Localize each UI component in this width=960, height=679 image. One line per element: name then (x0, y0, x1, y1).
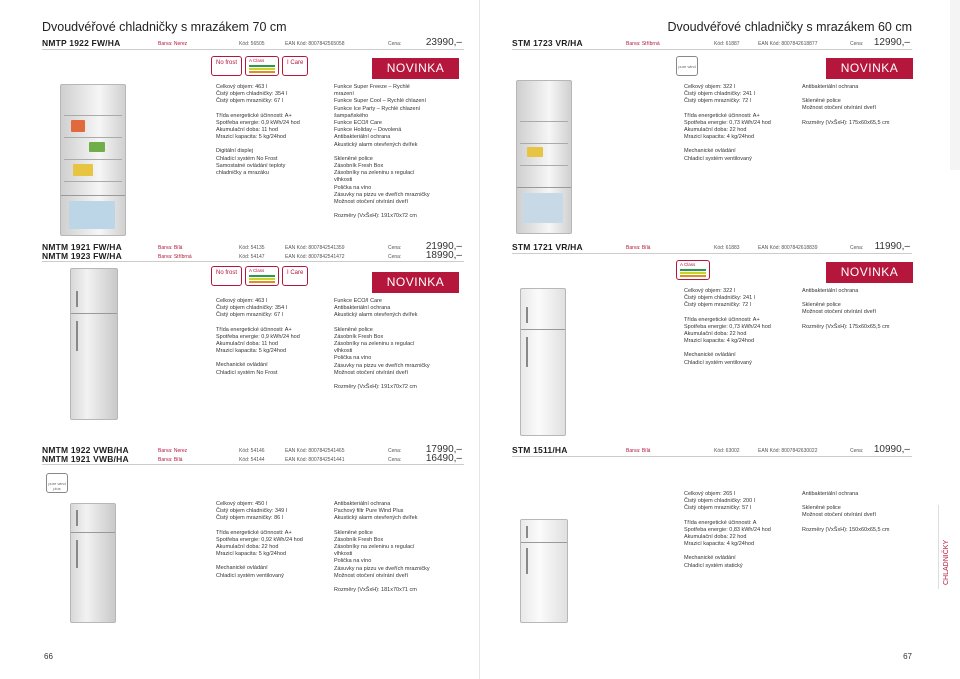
spec-line: Možnost otočení otvírání dveří (802, 105, 876, 112)
spec-line: Chladicí systém statický (684, 562, 743, 569)
spec-line: Třída energetické účinnosti: A (684, 519, 757, 526)
spec-line: Třída energetické účinnosti: A+ (216, 112, 292, 119)
spec-gap (216, 141, 300, 148)
price-label: Cena: (388, 254, 402, 260)
spec-line: Polička na víno (334, 558, 372, 565)
fridge-image (520, 519, 568, 623)
spec-line: Rozměry (VxŠxH): 150x60x65,5 cm (802, 526, 890, 533)
spec-line: Celkový objem: 265 l (684, 491, 736, 497)
price-label: Cena: (388, 245, 402, 251)
spec-line: Třída energetické účinnosti: A+ (216, 326, 292, 333)
spec-line: Čistý objem mrazničky: 57 l (684, 505, 751, 512)
color-label: Barva: Bílá (626, 448, 651, 454)
spec-line: Skleněné police (334, 529, 373, 536)
product-code: Kód: 63002 (714, 448, 740, 454)
color-label: Barva: Stříbrná (626, 41, 660, 47)
product-bar (512, 443, 912, 457)
product-code: Kód: 54144 (239, 457, 265, 463)
feature-badges (676, 260, 713, 280)
spec-gap (684, 513, 771, 520)
ean-code: EAN Kód: 8007842541472 (285, 254, 345, 260)
spec-line: Funkce Super Freeze – Rychlé (334, 84, 410, 90)
spec-line: Třída energetické účinnosti: A+ (216, 529, 292, 536)
spec-line: Antibakteriální ochrana (334, 501, 391, 507)
product-code: Kód: 54146 (239, 448, 265, 454)
spec-line: Antibakteriální ochrana (802, 288, 859, 294)
spec-gap (802, 498, 889, 505)
spec-line: Chladicí systém No Frost (216, 369, 278, 376)
spec-line: Funkce ECO/I Care (334, 298, 382, 304)
energy-class-badge: A Class (676, 260, 710, 280)
feature-badges (46, 473, 68, 493)
feature-badges (211, 266, 311, 286)
spec-line: Funkce Ice Party – Rychlé chlazení (334, 105, 421, 112)
spec-column-2 (334, 84, 430, 220)
spec-line: Polička na víno (334, 355, 372, 362)
color-label: Barva: Nerez (158, 41, 188, 47)
page-number: 67 (903, 652, 912, 661)
spec-line: Antibakteriální ochrana (334, 134, 391, 141)
spec-gap (216, 320, 300, 327)
section-side-tab (938, 505, 960, 589)
spec-line: vlhkosti (334, 177, 353, 184)
spec-gap (802, 295, 889, 302)
feature-badges (676, 56, 698, 76)
page-edge-strip (950, 0, 960, 170)
spec-gap (334, 320, 430, 327)
ean-code: EAN Kód: 8007842618839 (758, 245, 818, 251)
spec-line: Možnost otočení otvírání dveří (334, 369, 408, 376)
product-bar (42, 443, 464, 465)
spec-line: Možnost otočení otvírání dveří (334, 199, 408, 206)
spec-line: Zásobník Fresh Box (334, 333, 384, 340)
spec-line: Mechanické ovládání (684, 148, 736, 155)
spec-line: Skleněné police (802, 302, 841, 309)
product-code: Kód: 61883 (714, 245, 740, 251)
product-line (42, 452, 464, 465)
model-name: NMTM 1921 FW/HA (42, 242, 122, 252)
side-tab-label: CHLADNIČKY (943, 539, 950, 585)
price-label: Cena: (850, 41, 864, 47)
spec-line: Akustický alarm otevřených dvířek (334, 312, 418, 319)
spec-line: šampaňského (334, 112, 369, 119)
spec-gap (334, 377, 430, 384)
pure-wind-plus-badge: pure wind plus (46, 473, 68, 493)
spec-line: Samostatné ovládání teploty (216, 162, 286, 169)
spec-column-1 (684, 288, 771, 367)
new-label: NOVINKA (372, 58, 459, 79)
new-label: NOVINKA (372, 272, 459, 293)
color-label: Barva: Bílá (626, 245, 651, 251)
product-bar (42, 36, 464, 50)
spec-line: Čistý objem mrazničky: 67 l (216, 98, 283, 105)
spec-line: Skleněné police (802, 505, 841, 512)
price: 17990,– (425, 444, 462, 455)
spec-line: Polička na víno (334, 184, 372, 191)
spec-gap (802, 113, 889, 120)
spec-line: Čistý objem chladničky: 349 l (216, 508, 287, 515)
product-code: Kód: 54147 (239, 254, 265, 260)
spec-line: Zásuvky na pizzu ve dveřích mrazničky (334, 191, 430, 198)
spec-line: Mrazicí kapacita: 4 kg/24hod (684, 134, 755, 141)
spec-gap (334, 580, 430, 587)
spec-line: Spotřeba energie: 0,73 kWh/24 hod (684, 323, 771, 330)
color-label: Barva: Bílá (158, 457, 183, 463)
spec-line: Chladicí systém ventilovaný (216, 572, 284, 579)
spec-line: Celkový objem: 450 l (216, 501, 268, 507)
spec-line: Čistý objem chladničky: 354 l (216, 305, 287, 312)
spec-line: Rozměry (VxŠxH): 181x70x71 cm (334, 587, 417, 594)
price: 21990,– (425, 241, 462, 252)
right-page (480, 0, 960, 679)
ean-code: EAN Kód: 8007842541359 (285, 245, 345, 251)
product-code: Kód: 54135 (239, 245, 265, 251)
spec-line: Celkový objem: 463 l (216, 298, 268, 304)
spec-gap (802, 91, 889, 98)
spec-line: Zásobníky na zeleninu s regulací (334, 170, 415, 177)
price: 23990,– (425, 37, 462, 48)
spec-gap (684, 106, 771, 113)
spec-line: Spotřeba energie: 0,92 kWh/24 hod (216, 536, 303, 543)
spec-line: Mrazicí kapacita: 4 kg/24hod (684, 338, 755, 345)
spec-gap (802, 317, 889, 324)
product-bar (512, 240, 912, 254)
spec-line: Mrazicí kapacita: 4 kg/24hod (684, 541, 755, 548)
spec-gap (684, 345, 771, 352)
spec-line: Zásuvky na pizzu ve dveřích mrazničky (334, 362, 430, 369)
spec-gap (334, 149, 430, 156)
model-name: NMTM 1923 FW/HA (42, 251, 122, 261)
spec-line: Chladicí systém ventilovaný (684, 155, 752, 162)
spec-line: Čistý objem chladničky: 241 l (684, 295, 755, 302)
i-care-badge: I Care (282, 266, 308, 286)
spec-gap (802, 520, 889, 527)
product-line (42, 249, 464, 262)
spec-line: Skleněné police (334, 326, 373, 333)
spec-line: Akumulační doba: 11 hod (216, 341, 278, 348)
spec-line: Rozměry (VxŠxH): 191x70x72 cm (334, 384, 417, 391)
fridge-image (520, 288, 566, 436)
spec-line: Funkce Holiday – Dovolená (334, 127, 402, 134)
spec-gap (334, 523, 430, 530)
energy-class-badge: A Class (245, 266, 279, 286)
spec-column-1 (216, 84, 300, 177)
spec-gap (216, 523, 303, 530)
product-code: Kód: 56505 (239, 41, 265, 47)
product-line (512, 36, 912, 49)
spec-line: Celkový objem: 322 l (684, 288, 736, 294)
spec-line: Funkce Super Cool – Rychlé chlazení (334, 98, 427, 105)
spec-line: Spotřeba energie: 0,83 kWh/24 hod (684, 526, 771, 533)
spec-line: Čistý objem chladničky: 241 l (684, 91, 755, 98)
page-number: 66 (44, 652, 53, 661)
ean-code: EAN Kód: 8007842541441 (285, 457, 345, 463)
product-line (42, 36, 464, 49)
spec-column-1 (216, 501, 303, 580)
price: 12990,– (873, 37, 910, 48)
feature-badges (211, 56, 311, 76)
spec-line: Celkový objem: 463 l (216, 84, 268, 90)
spec-line: Třída energetické účinnosti: A+ (684, 316, 760, 323)
spec-gap (216, 558, 303, 565)
spec-line: Akumulační doba: 11 hod (216, 127, 278, 134)
ean-code: EAN Kód: 8007842541465 (285, 448, 345, 454)
model-name: STM 1723 VR/HA (512, 38, 583, 48)
price-label: Cena: (388, 41, 402, 47)
spec-line: Čistý objem chladničky: 200 l (684, 498, 755, 505)
spec-line: Možnost otočení otvírání dveří (802, 309, 876, 316)
spec-line: Mrazicí kapacita: 5 kg/24hod (216, 134, 287, 141)
spec-line: Rozměry (VxŠxH): 175x60x65,5 cm (802, 323, 890, 330)
price: 16490,– (425, 453, 462, 464)
spec-line: Akumulační doba: 22 hod (684, 331, 747, 338)
spec-column-2 (334, 298, 430, 391)
spec-line: Chladicí systém No Frost (216, 155, 278, 162)
spec-line: vlhkosti (334, 551, 353, 558)
spec-gap (684, 310, 771, 317)
i-care-badge: I Care (282, 56, 308, 76)
spec-line: Skleněné police (334, 155, 373, 162)
price: 10990,– (873, 444, 910, 455)
spec-line: Zásuvky na pizzu ve dveřích mrazničky (334, 565, 430, 572)
spec-line: vlhkosti (334, 348, 353, 355)
spec-line: Rozměry (VxŠxH): 175x60x65,5 cm (802, 119, 890, 126)
spec-column-2 (802, 288, 889, 331)
spec-line: Antibakteriální ochrana (334, 305, 391, 312)
spec-line: Mechanické ovládání (216, 362, 268, 369)
spec-line: Mechanické ovládání (684, 555, 736, 562)
spec-line: Zásobníky na zeleninu s regulací (334, 341, 415, 348)
spec-line: Akustický alarm otevřených dvířek (334, 141, 418, 148)
page-title: Dvoudvéřové chladničky s mrazákem 70 cm (42, 20, 287, 34)
spec-column-2 (802, 84, 889, 127)
ean-code: EAN Kód: 8007842565058 (285, 41, 345, 47)
spec-line: mrazení (334, 91, 354, 98)
product-bar (42, 240, 464, 262)
spec-line: Zásobník Fresh Box (334, 536, 384, 543)
spec-line: Zásobníky na zeleninu s regulací (334, 544, 415, 551)
spec-column-2 (802, 491, 889, 534)
spec-line: Rozměry (VxŠxH): 191x70x72 cm (334, 213, 417, 220)
price-label: Cena: (388, 457, 402, 463)
spec-column-2 (334, 501, 430, 594)
price: 18990,– (425, 250, 462, 261)
page-title: Dvoudvéřové chladničky s mrazákem 60 cm (667, 20, 912, 34)
color-label: Barva: Stříbrná (158, 254, 192, 260)
spec-gap (684, 141, 771, 148)
spec-gap (216, 355, 300, 362)
spec-line: Akumulační doba: 22 hod (684, 127, 747, 134)
fridge-image (70, 503, 116, 623)
energy-class-badge: A Class (245, 56, 279, 76)
spec-line: Celkový objem: 322 l (684, 84, 736, 90)
color-label: Barva: Bílá (158, 245, 183, 251)
spec-line: Akustický alarm otevřených dvířek (334, 515, 418, 522)
spec-line: Antibakteriální ochrana (802, 491, 859, 497)
spec-line: Pachový filtr Pure Wind Plus (334, 508, 404, 515)
price-label: Cena: (388, 448, 402, 454)
spec-line: Akumulační doba: 22 hod (684, 534, 747, 541)
spec-line: Mechanické ovládání (216, 565, 268, 572)
spec-line: chladničky a mrazáku (216, 170, 269, 177)
spec-line: Spotřeba energie: 0,9 kWh/24 hod (216, 333, 300, 340)
product-line (512, 240, 912, 253)
spec-line: Třída energetické účinnosti: A+ (684, 112, 760, 119)
model-name: NMTM 1922 VWB/HA (42, 445, 129, 455)
spec-line: Digitální displej (216, 148, 253, 155)
spec-gap (684, 548, 771, 555)
new-label: NOVINKA (826, 58, 913, 79)
spec-line: Antibakteriální ochrana (802, 84, 859, 90)
fridge-image (70, 268, 118, 420)
spec-line: Funkce ECO/I Care (334, 120, 382, 127)
model-name: NMTM 1921 VWB/HA (42, 454, 129, 464)
new-label: NOVINKA (826, 262, 913, 283)
spec-line: Čistý objem mrazničky: 72 l (684, 302, 751, 309)
pure-wind-badge: pure wind (676, 56, 698, 76)
spec-line: Spotřeba energie: 0,9 kWh/24 hod (216, 119, 300, 126)
spec-line: Čistý objem chladničky: 354 l (216, 91, 287, 98)
spec-column-1 (684, 84, 771, 163)
model-name: NMTP 1922 FW/HA (42, 38, 121, 48)
price: 11990,– (874, 241, 910, 252)
spec-line: Mechanické ovládání (684, 352, 736, 359)
model-name: STM 1721 VR/HA (512, 242, 583, 252)
price-label: Cena: (850, 245, 864, 251)
product-code: Kód: 61887 (714, 41, 740, 47)
spec-gap (216, 106, 300, 113)
spec-line: Mrazicí kapacita: 5 kg/24hod (216, 551, 287, 558)
spec-column-1 (216, 298, 300, 377)
no-frost-badge: No frost (211, 266, 242, 286)
spec-line: Skleněné police (802, 98, 841, 105)
no-frost-badge: No frost (211, 56, 242, 76)
price-label: Cena: (850, 448, 864, 454)
spec-line: Chladicí systém ventilovaný (684, 359, 752, 366)
color-label: Barva: Nerez (158, 448, 188, 454)
spec-line: Zásobník Fresh Box (334, 163, 384, 170)
spec-line: Akumulační doba: 22 hod (216, 544, 279, 551)
spec-line: Možnost otočení otvírání dveří (802, 512, 876, 519)
spec-line: Čistý objem mrazničky: 72 l (684, 98, 751, 105)
spec-line: Možnost otočení otvírání dveří (334, 572, 408, 579)
ean-code: EAN Kód: 8007842630022 (758, 448, 818, 454)
fridge-image-open (516, 80, 572, 234)
spec-line: Mrazicí kapacita: 5 kg/24hod (216, 348, 287, 355)
spec-line: Čistý objem mrazničky: 67 l (216, 312, 283, 319)
fridge-image-open (60, 84, 126, 236)
spec-line: Spotřeba energie: 0,73 kWh/24 hod (684, 119, 771, 126)
product-bar (512, 36, 912, 50)
ean-code: EAN Kód: 8007842618877 (758, 41, 818, 47)
spec-column-1 (684, 491, 771, 570)
spec-line: Čistý objem mrazničky: 86 l (216, 515, 283, 522)
model-name: STM 1511/HA (512, 445, 568, 455)
product-line (512, 443, 912, 456)
